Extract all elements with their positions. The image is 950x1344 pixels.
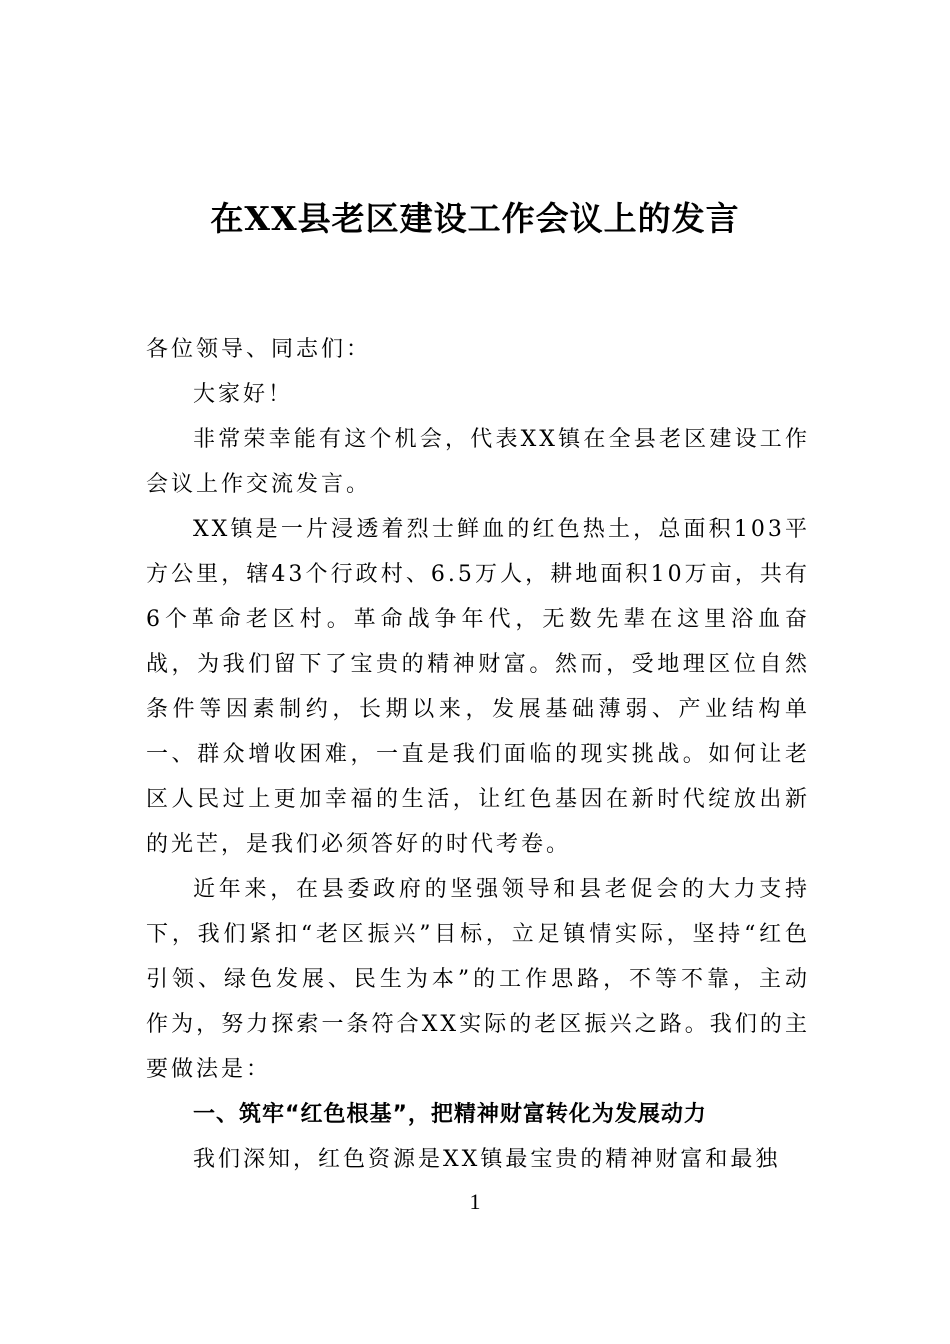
paragraph-approach: 近年来，在县委政府的坚强领导和县老促会的大力支持下，我们紧扣“老区振兴”目标，立足镇情实际，坚持“红色引领、绿色发展、民生为本”的工作思路，不等不靠，主动作为，努力探索一条符合XX实际的老区振兴之路。我们的主要做法是：: [146, 877, 810, 1082]
document-title: 在XX县老区建设工作会议上的发言: [210, 199, 740, 238]
page-number: 1: [469, 1189, 481, 1214]
paragraph-town-overview: XX镇是一片浸透着烈士鲜血的红色热土，总面积103平方公里，辖43个行政村、6.5万人，耕地面积10万亩，共有6个革命老区村。革命战争年代，无数先辈在这里浴血奋战，为我们留下了宝贵的精神财富。然而，受地理区位自然条件等因素制约，长期以来，发展基础薄弱、产业结构单一、群众增收困难，一直是我们面临的现实挑战。如何让老区人民过上更加幸福的生活，让红色基因在新时代绽放出新的光芒，是我们必须答好的时代考卷。: [146, 517, 810, 857]
greeting: 大家好！: [193, 382, 294, 407]
paragraph-intro: 非常荣幸能有这个机会，代表XX镇在全县老区建设工作会议上作交流发言。: [146, 427, 810, 497]
salutation: 各位领导、同志们：: [146, 337, 372, 362]
document-body: [146, 327, 810, 1182]
paragraph-section-one: 我们深知，红色资源是XX镇最宝贵的精神财富和最独: [193, 1147, 781, 1172]
section-heading: 一、筑牢“红色根基”，把精神财富转化为发展动力: [193, 1102, 707, 1127]
